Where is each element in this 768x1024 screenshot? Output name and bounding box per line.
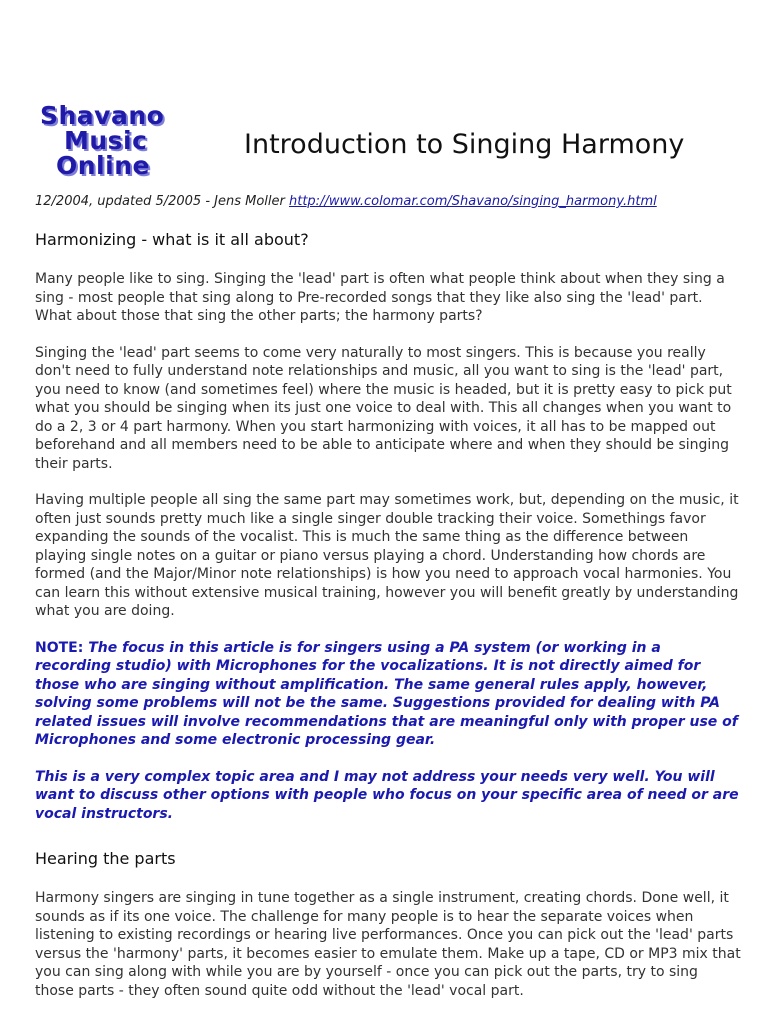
page-header [38,103,738,185]
paragraph-3: Having multiple people all sing the same part may sometimes work, but, depending on the music, it often just sounds pretty much like a single singer double tracking their voice. Somethings favor expanding the sounds of the vocalist. This is much the same thing as the difference between playing single notes on a guitar or piano versus playing a chord. Understanding how chords are formed (and the Major/Minor note relationships) is how you need to approach vocal harmonies. You can learn this without extensive musical training, however you will benefit greatly by understanding what you are doing. [35,492,739,619]
note-label: NOTE: [35,639,84,656]
byline [35,193,657,212]
note-paragraph [35,639,741,750]
paragraph-2: Singing the 'lead' part seems to come very naturally to most singers. This is because you really don't need to fully understand note relationships and music, all you want to sing is the 'lead' part, you need to know (and sometimes feel) where the music is headed, but it is pretty easy to pick put what you should be singing when its just one voice to deal with. This all changes when you want to do a 2, 3 or 4 part harmony. When you start harmonizing with voices, it all has to be mapped out beforehand and all members need to be able to anticipate where and when they should be singing their parts. [35,344,732,472]
shavano-logo[interactable] [38,103,220,183]
paragraph-1: Many people like to sing. Singing the 'lead' part is often what people think about when they sing a sing - most people that sing along to Pre-recorded songs that they like also sing the 'lead' part. What about those that sing the other parts; the harmony parts? [35,271,725,324]
logo-line-1: Shavano [40,101,165,130]
note-text: The focus in this article is for singers using a PA system (or working in a recording studio) with Microphones for the vocalizations. It is not directly aimed for those who are singing without amplification. The same general rules apply, however, solving some problems will not be the same. Suggestions provided for dealing with PA related issues will involve recommendations that are meaningful only with proper use of Microphones and some electronic processing gear. [35,639,738,748]
paragraph-hearing-1: Harmony singers are singing in tune together as a single instrument, creating chords. Done well, it sounds as if its one voice. The challenge for many people is to hear the separate voices when listening to existing recordings or hearing live performances. Once you can pick out the 'lead' parts versus the 'harmony' parts, it becomes easier to emulate them. Make up a tape, CD or MP3 mix that you can sing along with while you are by yourself - once you can pick out the parts, try to sing those parts - they often sound quite odd without the 'lead' vocal part. [35,890,741,999]
section-heading-harmonizing: Harmonizing - what is it all about? [35,230,309,249]
byline-text: 12/2004, updated 5/2005 - Jens Moller [35,194,289,209]
article-url-link[interactable]: http://www.colomar.com/Shavano/singing_harmony.html [289,194,657,209]
article-content [35,228,741,1018]
page-title: Introduction to Singing Harmony [244,129,685,160]
logo-line-3: Online [56,151,150,180]
section-heading-hearing-parts: Hearing the parts [35,849,176,868]
logo-line-2: Music [64,126,148,155]
note-paragraph-2: This is a very complex topic area and I may not address your needs very well. You will want to discuss other options with people who focus on your specific area of need or are vocal instructors. [35,768,739,822]
